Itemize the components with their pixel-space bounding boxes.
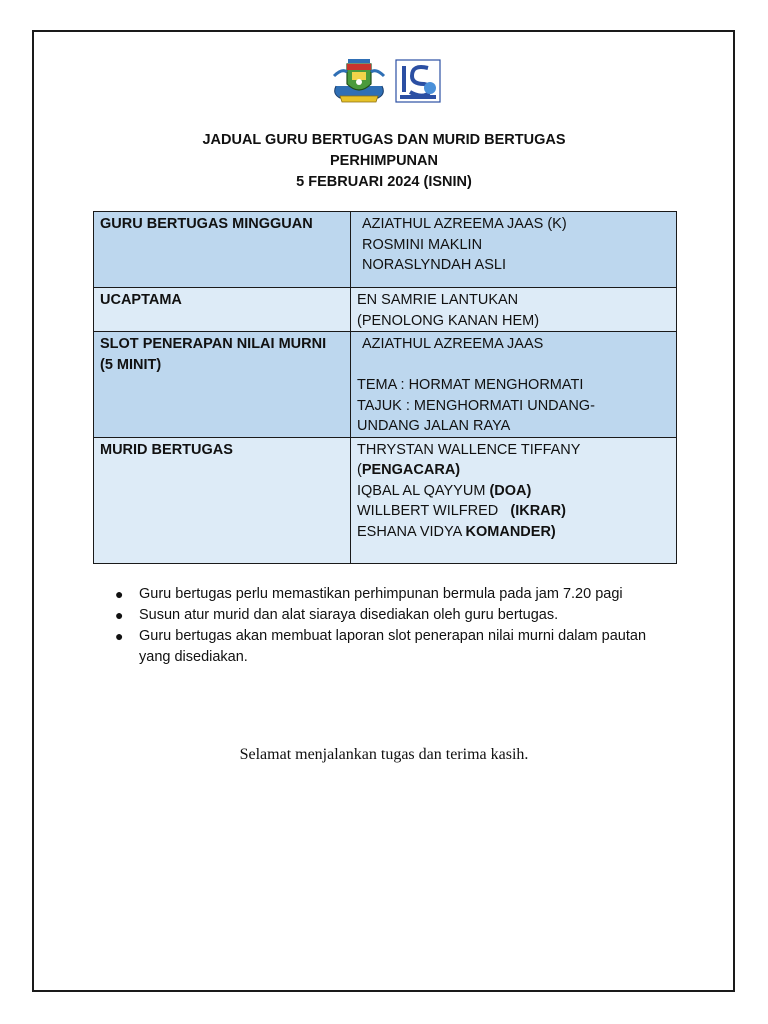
title-line-3: 5 FEBRUARI 2024 (ISNIN)	[296, 174, 472, 190]
table-row-keynote	[94, 288, 677, 332]
row-label: UCAPTAMA	[94, 288, 351, 332]
note-text: Guru bertugas perlu memastikan perhimpunan bermula pada jam 7.20 pagi	[139, 586, 623, 602]
teacher-name: AZIATHUL AZREEMA JAAS (K)	[362, 216, 567, 232]
table-row-duty-students	[94, 437, 677, 563]
bullet-icon: ●	[115, 607, 124, 623]
student-role: (DOA)	[489, 482, 532, 499]
student-role-line	[357, 460, 670, 481]
row-label-line: (5 MINIT)	[100, 356, 162, 373]
logo-group	[330, 58, 445, 108]
row-label: MURID BERTUGAS	[94, 437, 351, 563]
note-item	[113, 626, 673, 668]
student-name: THRYSTAN WALLENCE TIFFANY	[357, 441, 581, 458]
bullet-icon: ●	[115, 586, 124, 602]
row-label: GURU BERTUGAS MINGGUAN	[94, 212, 351, 288]
bullet-icon: ●	[115, 628, 124, 644]
row-label	[94, 332, 351, 438]
school-crest-logo	[330, 58, 388, 104]
table-row-values-slot	[94, 332, 677, 438]
duty-table	[93, 211, 677, 564]
closing-message: Selamat menjalankan tugas dan terima kasih.	[239, 746, 529, 763]
student-entry	[357, 481, 670, 502]
theme-line: TEMA : HORMAT MENGHORMATI	[357, 377, 584, 393]
spacer	[357, 355, 670, 376]
row-value	[351, 288, 677, 332]
row-value	[351, 332, 677, 438]
speaker-title: (PENOLONG KANAN HEM)	[357, 312, 540, 329]
notes-list	[113, 584, 673, 668]
note-item	[113, 605, 673, 626]
table-row-weekly-teachers	[94, 212, 677, 288]
row-label-line: SLOT PENERAPAN NILAI MURNI	[100, 336, 327, 352]
document-title	[0, 130, 768, 193]
note-item	[113, 584, 673, 605]
student-role: (IKRAR)	[510, 503, 566, 519]
student-name: WILLBERT WILFRED	[357, 503, 511, 519]
note-text: Susun atur murid dan alat siaraya disediakan oleh guru bertugas.	[139, 607, 559, 623]
role-prefix: (	[357, 462, 362, 478]
topic-line: UNDANG JALAN RAYA	[357, 418, 511, 434]
presenter-name: AZIATHUL AZREEMA JAAS	[362, 336, 544, 352]
education-brand-logo	[394, 58, 442, 104]
student-name: ESHANA VIDYA	[357, 523, 466, 540]
teacher-name: NORASLYNDAH ASLI	[362, 257, 506, 273]
speaker-name: EN SAMRIE LANTUKAN	[357, 292, 519, 308]
teacher-name: ROSMINI MAKLIN	[362, 236, 483, 253]
student-role: KOMANDER)	[465, 523, 556, 540]
student-entry	[357, 501, 670, 522]
title-line-1: JADUAL GURU BERTUGAS DAN MURID BERTUGAS	[202, 132, 566, 148]
row-value	[351, 212, 677, 288]
topic-line: TAJUK : MENGHORMATI UNDANG-	[357, 397, 595, 414]
student-name: IQBAL AL QAYYUM	[357, 482, 490, 499]
student-role: PENGACARA)	[361, 462, 461, 478]
student-entry	[357, 522, 670, 543]
row-value	[351, 437, 677, 563]
note-text: Guru bertugas akan membuat laporan slot penerapan nilai murni dalam pautan yang disediakan.	[139, 628, 647, 665]
title-line-2: PERHIMPUNAN	[330, 153, 438, 169]
